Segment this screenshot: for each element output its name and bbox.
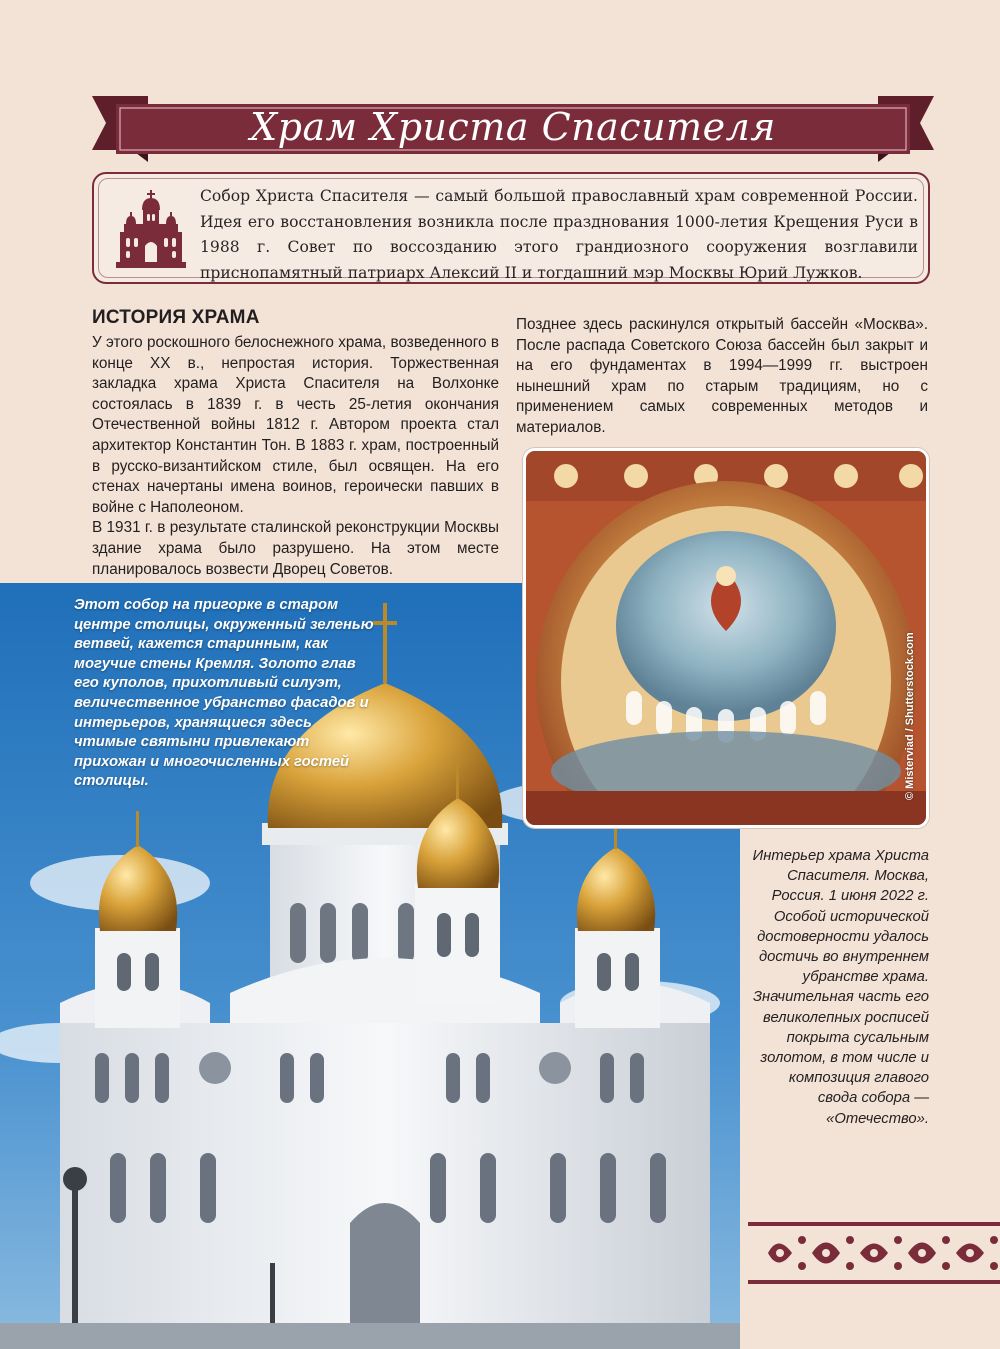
interior-caption: Интерьер храма Христа Спасителя. Москва, Россия. 1 июня 2022 г. Особой исторической достоверности удалось достичь во внутреннем убранстве храма. Значительная часть его великолепных росписей покрыта сусальным золотом, в том числе и композиция главого свода собора — «Отечество». — [752, 848, 929, 1127]
floral-ornament — [748, 1222, 1000, 1284]
history-left-column — [92, 333, 499, 580]
intro-box — [92, 172, 930, 284]
photo-caption: Этот собор на пригорке в старом центре столицы, окруженный зеленью ветвей, кажется старинным, как могучие стены Кремля. Золото глав его куполов, прихотливый силуэт, величественное убранство фасадов и интерьеров, хранящиеся здесь чтимые святыни привлекают прихожан и многочисленных гостей столицы. — [74, 597, 374, 790]
intro-text: Собор Христа Спасителя — самый большой православный храм современной России. Идея его восстановления возникла после празднования 1000-летия Крещения Руси в 1988 г. Совет по воссозданию этого грандиозного сооружения возглавили приснопамятный патриарх Алексий II и тогдашний мэр Москвы Юрий Лужков. — [200, 187, 918, 282]
dome-interior-illustration — [526, 451, 926, 825]
history-paragraph: В 1931 г. в результате сталинской реконструкции Москвы здание храма было разрушено. На этом месте планировалось возвести Дворец Советов. — [92, 519, 499, 578]
history-paragraph: Позднее здесь раскинулся открытый бассейн «Москва». После распада Советского Союза бассейн был закрыт и на его фундаментах в 1994—1999 гг. выстроен нынешний храм по старым традициям, но с применением самых современных методов и материалов. — [516, 316, 928, 436]
photo-credit: © Misterviad / Shutterstock.com — [904, 632, 916, 800]
history-paragraph: У этого роскошного белоснежного храма, возведенного в конце XX в., непростая история. Торжественная закладка храма Христа Спасителя на Волхонке состоялась в 1839 г. в честь 25-летия окончания Отечественной войны 1812 г. Автором проекта стал архитектор Константин Тон. В 1883 г. храм, построенный в русско-византийском стиле, был освящен. На его стенах начертаны имена воинов, героически павших в войне с Наполеоном. — [92, 334, 499, 516]
title-ribbon — [92, 96, 934, 162]
interior-photo — [523, 448, 929, 828]
temple-icon — [116, 188, 186, 270]
page-title: Храм Христа Спасителя — [250, 105, 776, 149]
section-heading: ИСТОРИЯ ХРАМА — [92, 307, 260, 328]
history-right-column — [516, 315, 928, 439]
